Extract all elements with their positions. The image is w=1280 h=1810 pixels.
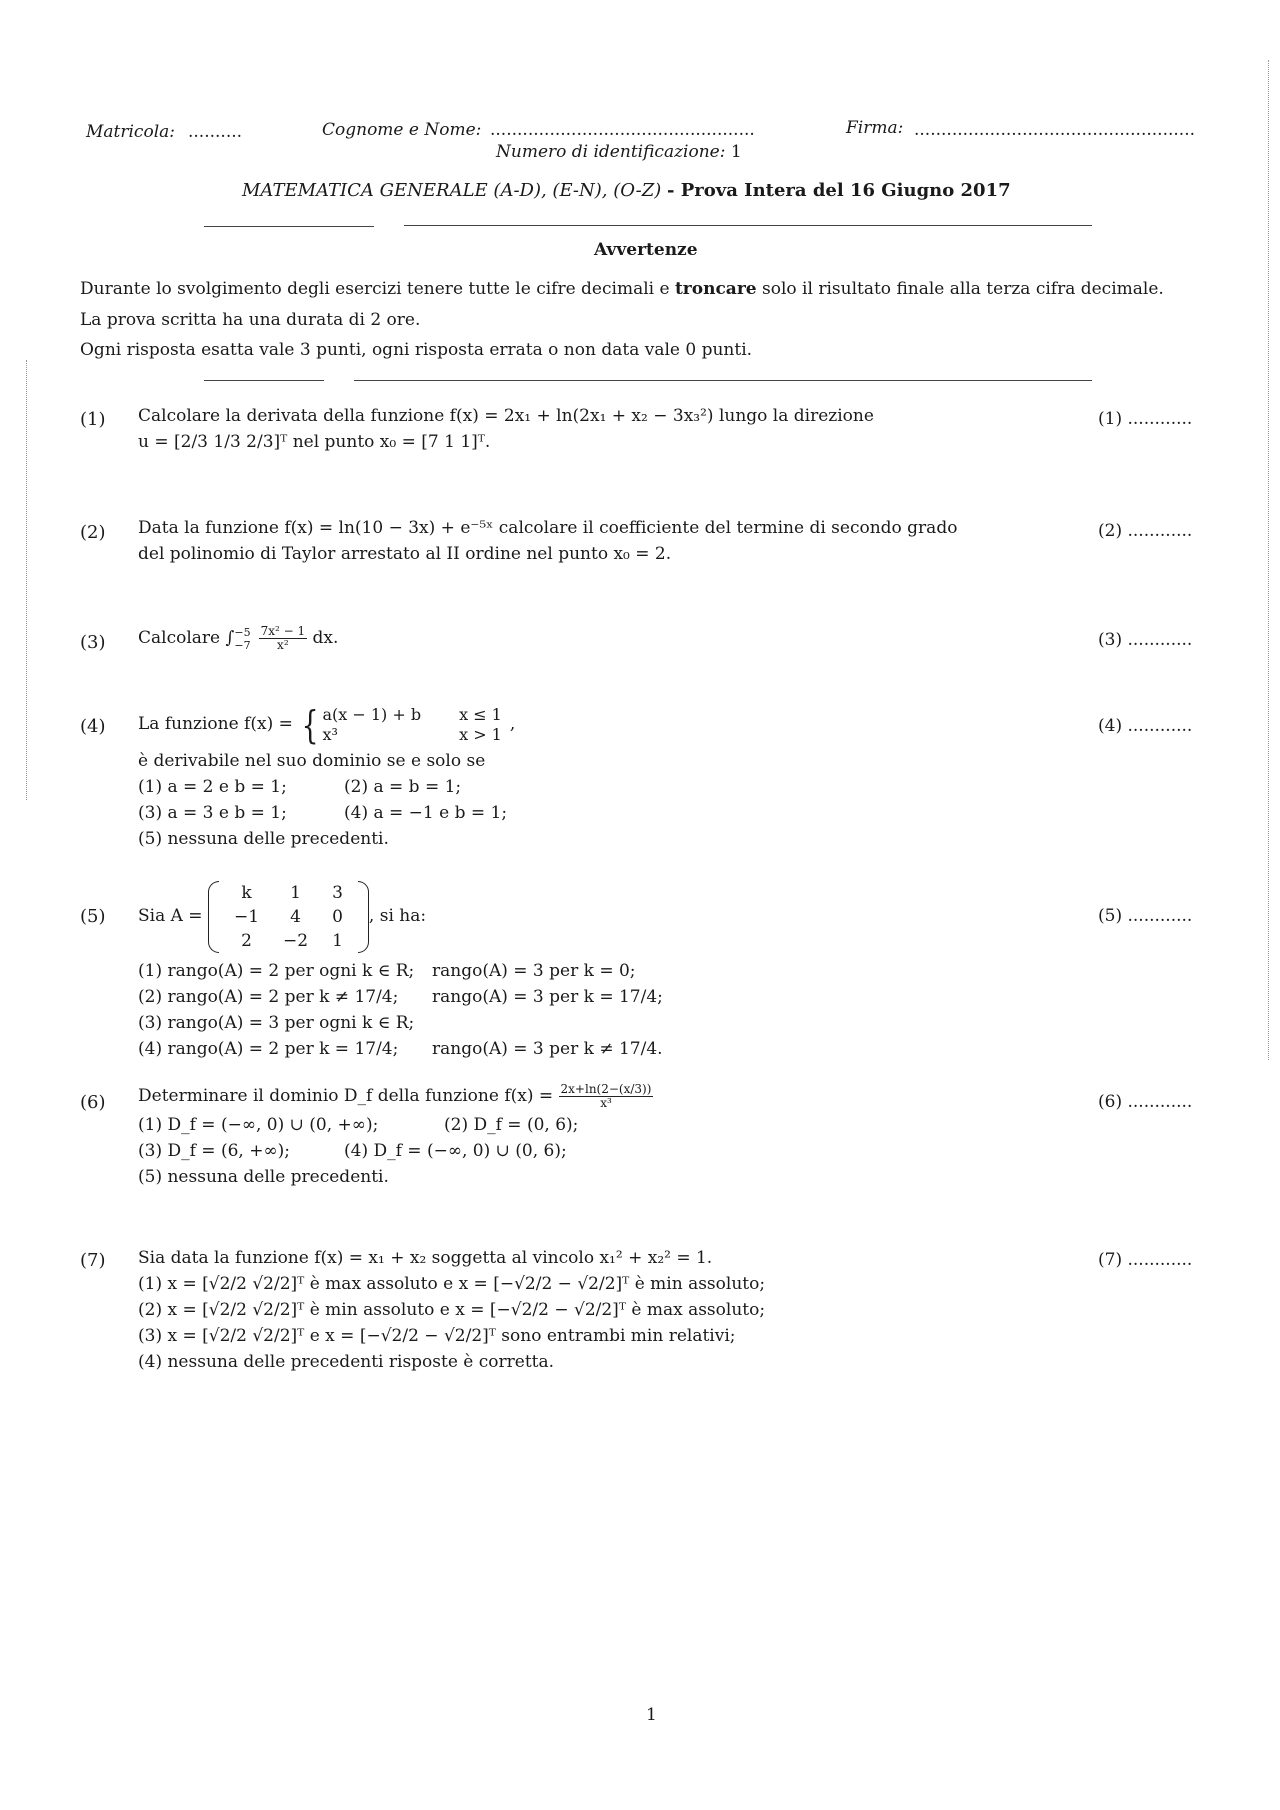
matrix-cell: k [241, 882, 252, 903]
question-number: (4) [80, 716, 106, 737]
warning-line-3: Ogni risposta esatta vale 3 punti, ogni risposta errata o non data vale 0 punti. [80, 340, 753, 360]
answer-field-7[interactable]: (7) ............ [1098, 1250, 1193, 1270]
matrix-cell: 0 [332, 906, 343, 927]
matrix-row [222, 905, 355, 929]
matricola-field[interactable]: .......... [188, 122, 243, 142]
question-6: Determinare il dominio D_f della funzione f(x) = $\frac{2x+\ln(2-(x/3))}{\text{x³}}$ (1) D_f = (−∞, 0) ∪ (0, +∞); (2) D_f = (0, 6); (3) D_f = (6, +∞); (4) D_f = (−∞, 0) ∪ (0, 6); (5) nessuna delle precedenti. [138, 1082, 652, 1187]
question-2: Data la funzione f(x) = ln(10 − 3x) + e⁻⁵ˣ calcolare il coefficiente del termine di secondo grado del polinomio di Taylor arrestato al II ordine nel punto x₀ = 2. [138, 518, 958, 564]
exam-date: - Prova Intera del 16 Giugno 2017 [667, 180, 1011, 201]
answer-field-4[interactable]: (4) ............ [1098, 716, 1193, 736]
firma-label: Firma: [846, 118, 904, 138]
question-5: Sia A = k 1 3 −1 4 0 2 −2 1 , si ha: (1) rango(A) = 2 per ogni k ∈ R; rango(A) = 3 per k = 0; (2) rango(A) = 2 per k ≠ 17/4; rango(A) = 3 per k = 17/4; (3) rango(A) = 3 per ogni k ∈ R; (4) rango(A) = 2 per k = 17/4; rango(A) = 3 per k ≠ 17/4. [138, 882, 663, 1059]
left-brace: { [301, 702, 319, 747]
question-number: (3) [80, 632, 106, 653]
divider [204, 380, 324, 381]
question-number: (2) [80, 522, 106, 543]
answer-field-2[interactable]: (2) ............ [1098, 521, 1193, 541]
integral-limits: −5 −7 [234, 625, 251, 652]
course-name: MATEMATICA GENERALE (A-D), (E-N), (O-Z) [242, 180, 662, 201]
divider [404, 225, 1092, 226]
warning-line-2: La prova scritta ha una durata di 2 ore. [80, 310, 421, 330]
integrand-fraction: $\frac{\text{7x² − 1}}{\text{x²}}$ [260, 624, 306, 652]
warning-bold: troncare [674, 279, 757, 299]
matrix-cell: −2 [283, 930, 309, 951]
answer-field-6[interactable]: (6) ............ [1098, 1092, 1193, 1112]
question-number: (1) [80, 409, 106, 430]
cognome-field[interactable]: ................................................. [490, 120, 755, 140]
divider [354, 380, 1092, 381]
question-number: (5) [80, 906, 106, 927]
matrix-cell: 1 [332, 930, 343, 951]
matrix-cell: −1 [233, 906, 260, 927]
warnings-title: Avvertenze [594, 240, 698, 260]
id-line [496, 142, 742, 162]
matrix-row [222, 929, 355, 953]
question-3: Calcolare ∫ −5 −7 $\frac{\text{7x² − 1}}{\text{x²}}$ dx. [138, 624, 339, 652]
id-value: 1 [730, 142, 742, 162]
page-number: 1 [646, 1705, 657, 1725]
matrix-cell: 3 [332, 882, 343, 903]
warning-line-1: Durante lo svolgimento degli esercizi tenere tutte le cifre decimali e troncare solo il risultato finale alla terza cifra decimale. [80, 279, 1164, 299]
piecewise-cases: a(x − 1) + b x ≤ 1 x³ x > 1 [322, 704, 502, 744]
answer-field-5[interactable]: (5) ............ [1098, 906, 1193, 926]
question-7: Sia data la funzione f(x) = x₁ + x₂ soggetta al vincolo x₁² + x₂² = 1. (1) x = [√2/2 √2/2]ᵀ è max assoluto e x = [−√2/2 − √2/2]ᵀ è min assoluto; (2) x = [√2/2 √2/2]ᵀ è min assoluto e x = [−√2/2 − √2/2]ᵀ è max assoluto; (3) x = [√2/2 √2/2]ᵀ e x = [−√2/2 − √2/2]ᵀ sono entrambi min relativi; (4) nessuna delle precedenti risposte è corretta. [138, 1248, 766, 1372]
scan-margin-mark [26, 360, 27, 800]
scan-margin-mark [1268, 60, 1269, 1060]
matrix-cell: 2 [241, 930, 252, 951]
firma-field[interactable]: .................................................... [914, 120, 1195, 140]
answer-field-1[interactable]: (1) ............ [1098, 409, 1193, 429]
id-label: Numero di identificazione: [496, 142, 726, 162]
matrix-cell: 1 [290, 882, 301, 903]
exam-title [242, 180, 1011, 201]
matrix-a [208, 881, 369, 953]
cognome-label: Cognome e Nome: [322, 120, 482, 140]
function-fraction: $\frac{2x+\ln(2-(x/3))}{\text{x³}}$ [560, 1082, 652, 1110]
question-1: Calcolare la derivata della funzione f(x) = 2x₁ + ln(2x₁ + x₂ − 3x₃²) lungo la direzione u = [2/3 1/3 2/3]ᵀ nel punto x₀ = [7 1 1]ᵀ. [138, 406, 874, 452]
matrix-cell: 4 [290, 906, 301, 927]
question-4: La funzione f(x) = { a(x − 1) + b x ≤ 1 x³ x > 1 , è derivabile nel suo dominio se e solo se (1) a = 2 e b = 1; (2) a = b = 1; (3) a = 3 e b = 1; (4) a = −1 e b = 1; (5) nessuna delle precedenti. [138, 702, 516, 849]
question-number: (6) [80, 1092, 106, 1113]
question-number: (7) [80, 1250, 106, 1271]
matricola-label: Matricola: [86, 122, 175, 142]
answer-field-3[interactable]: (3) ............ [1098, 630, 1193, 650]
matrix-row [222, 881, 355, 905]
divider [204, 226, 374, 227]
